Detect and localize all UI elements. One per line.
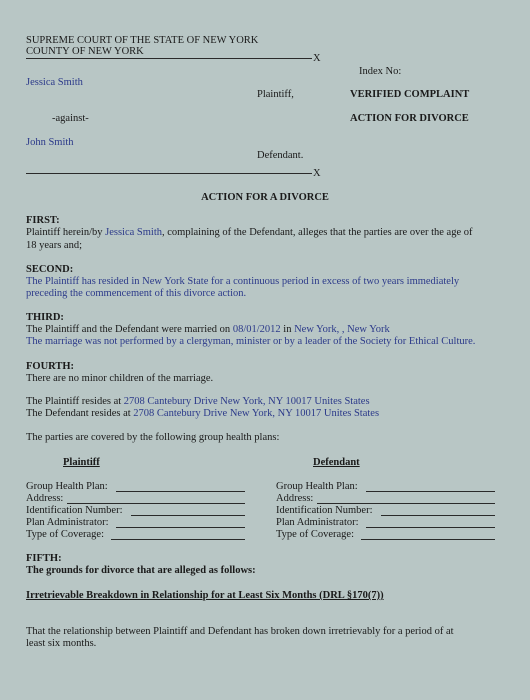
first-paragraph xyxy=(26,227,504,252)
plaintiff-residence-label: The Plaintiff resides at xyxy=(26,396,124,407)
document-title-action: ACTION FOR DIVORCE xyxy=(350,113,469,124)
plaintiff-plan-administrator-label: Plan Administrator: xyxy=(26,517,109,528)
plaintiff-identification-number-field[interactable] xyxy=(131,515,245,516)
fifth-line3: least six months. xyxy=(26,638,97,649)
defendant-role: Defendant. xyxy=(257,150,304,161)
plaintiff-plan-administrator-field[interactable] xyxy=(116,527,245,528)
caption-bottom-rule xyxy=(26,173,312,174)
plaintiff-group-health-plan-label: Group Health Plan: xyxy=(26,481,108,492)
defendant-type-of-coverage-field[interactable] xyxy=(361,539,495,540)
first-text-a: Plaintiff herein/by xyxy=(26,227,106,238)
defendant-name: John Smith xyxy=(26,137,74,148)
section-heading: ACTION FOR A DIVORCE xyxy=(201,192,329,203)
plaintiff-name: Jessica Smith xyxy=(26,77,83,88)
defendant-address-label: Address: xyxy=(276,493,314,504)
plaintiff-role: Plaintiff, xyxy=(257,89,294,100)
defendant-address: 2708 Cantebury Drive New York, NY 10017 Unites States xyxy=(133,408,380,419)
plaintiff-residence xyxy=(26,396,370,409)
third-label: THIRD: xyxy=(26,312,64,323)
plaintiff-identification-number-label: Identification Number: xyxy=(26,505,123,516)
plaintiff-column-header: Plaintiff xyxy=(63,457,100,468)
first-plaintiff-name: Jessica Smith xyxy=(105,227,162,238)
defendant-type-of-coverage-label: Type of Coverage: xyxy=(276,529,354,540)
defendant-residence xyxy=(26,408,379,421)
defendant-identification-number-field[interactable] xyxy=(381,515,495,516)
court-name: SUPREME COURT OF THE STATE OF NEW YORK xyxy=(26,35,259,46)
caption-x-mark-top: X xyxy=(313,53,321,64)
fifth-line1: The grounds for divorce that are alleged as follows: xyxy=(26,565,256,576)
plaintiff-address-label: Address: xyxy=(26,493,64,504)
defendant-address-field[interactable] xyxy=(317,503,495,504)
second-line2: preceding the commencement of this divorce action. xyxy=(26,288,247,299)
fifth-line2: That the relationship between Plaintiff and Defendant has broken down irretrievably for a period of at xyxy=(26,626,454,637)
defendant-plan-administrator-field[interactable] xyxy=(366,527,495,528)
caption-x-mark-bottom: X xyxy=(313,168,321,179)
against-label: -against- xyxy=(52,113,89,124)
defendant-group-health-plan-label: Group Health Plan: xyxy=(276,481,358,492)
first-text-b: , complaining of the Defendant, alleges that the parties are over the age of xyxy=(162,227,473,238)
fourth-label: FOURTH: xyxy=(26,361,75,372)
defendant-identification-number-label: Identification Number: xyxy=(276,505,373,516)
marriage-date: 08/01/2012 xyxy=(232,324,281,335)
defendant-plan-administrator-label: Plan Administrator: xyxy=(276,517,359,528)
third-text-a: The Plaintiff and the Defendant were married on xyxy=(26,324,233,335)
plaintiff-type-of-coverage-field[interactable] xyxy=(111,539,245,540)
defendant-group-health-plan-field[interactable] xyxy=(366,491,495,492)
third-line2: The marriage was not performed by a clergyman, minister or by a leader of the Society for Ethical Culture. xyxy=(26,336,476,347)
first-text-c: 18 years and; xyxy=(26,239,82,251)
first-label: FIRST: xyxy=(26,215,60,226)
health-plans-intro: The parties are covered by the following group health plans: xyxy=(26,432,280,443)
second-label: SECOND: xyxy=(26,264,74,275)
plaintiff-group-health-plan-field[interactable] xyxy=(116,491,245,492)
index-number-label: Index No: xyxy=(359,66,402,77)
defendant-column-header: Defendant xyxy=(313,457,360,468)
marriage-place: New York, , New York xyxy=(294,324,390,335)
caption-top-rule xyxy=(26,58,312,59)
plaintiff-address-field[interactable] xyxy=(67,503,245,504)
third-line1 xyxy=(26,324,390,337)
second-line1: The Plaintiff has resided in New York State for a continuous period in excess of two years immediately xyxy=(26,276,460,287)
plaintiff-address: 2708 Cantebury Drive New York, NY 10017 Unites States xyxy=(123,396,370,407)
document-title-verified-complaint: VERIFIED COMPLAINT xyxy=(350,89,470,100)
divorce-ground: Irretrievable Breakdown in Relationship for at Least Six Months (DRL §170(7)) xyxy=(26,590,384,601)
plaintiff-type-of-coverage-label: Type of Coverage: xyxy=(26,529,104,540)
third-text-b: in xyxy=(280,324,295,335)
defendant-residence-label: The Defendant resides at xyxy=(26,408,134,419)
fifth-label: FIFTH: xyxy=(26,553,62,564)
fourth-line1: There are no minor children of the marriage. xyxy=(26,373,214,384)
court-county: COUNTY OF NEW YORK xyxy=(26,46,144,57)
